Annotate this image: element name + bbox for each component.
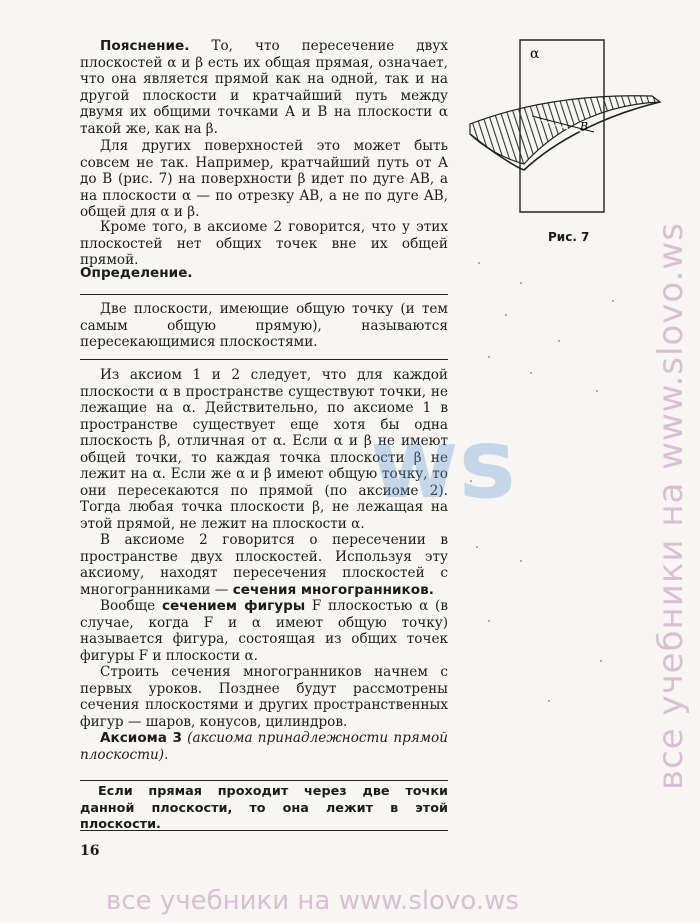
figure-caption: Рис. 7: [548, 230, 590, 244]
term-figure-section: сечением фигуры: [161, 598, 306, 614]
axiom3-title: [80, 730, 448, 763]
explanation-paragraph: [80, 38, 448, 137]
surface-beta: [470, 96, 660, 164]
body-paragraph-3: [80, 598, 448, 664]
body-paragraph-4: Строить сечения многогранников начнем с первых уроков. Позднее будут рассмотрены сечения плоскостями и других пространственных фигур — шаров, конусов, цилиндров.: [80, 664, 448, 730]
body-paragraph-2-text: В аксиоме 2 говорится о пересечении в пространстве двух плоскостей. Используя эту аксиому, находят пересечения плоскостей с многогранниками —: [80, 532, 448, 598]
definition-box: [80, 301, 448, 351]
label-alpha: α: [530, 46, 540, 62]
axiom3-box: [80, 784, 448, 834]
label-b: B: [580, 120, 589, 133]
explanation-text: То, что пересечение двух плоскостей α и β есть их общая прямая, означает, что она является прямой как на одной, так и на другой плоскости и кратчайший путь между двумя их общими точками A и B на плоскости α такой же, как на β.: [80, 38, 448, 137]
divider-bottom-definition: [80, 359, 448, 360]
body-paragraph-1: Из аксиом 1 и 2 следует, что для каждой плоскости α в пространстве существуют точки, не лежащие на α. Действительно, по аксиоме 1 в пространстве существует еще хотя бы одна плоскость β, отличная от α. Если α и β не имеют общей точки, то каждая точка плоскости β не лежит на α. Если же α и β имеют общую точку, то они пересекаются по прямой (по аксиоме 2). Тогда любая точка плоскости β, не лежащая на этой прямой, не лежит на плоскости α.: [80, 367, 448, 532]
axiom2-note-paragraph: [80, 219, 448, 269]
watermark-center: ws: [370, 408, 516, 520]
watermark-bottom: все учебники на www.slovo.ws: [106, 886, 519, 916]
watermark-side: все учебники на www.slovo.ws: [651, 222, 691, 790]
axiom3-label: Аксиома 3: [100, 730, 182, 746]
axiom2-note-text: Кроме того, в аксиоме 2 говорится, что у этих плоскостей нет общих точек вне их общей прямой.: [80, 219, 448, 268]
divider-top-definition: [80, 294, 448, 295]
explanation-label: Пояснение.: [100, 38, 190, 54]
definition-text: Две плоскости, имеющие общую точку (и тем самым общую прямую), называются пересекающимися плоскостями.: [80, 301, 448, 350]
divider-top-axiom: [80, 780, 448, 781]
axiom3-note: (аксиома принадлежности прямой плоскости).: [80, 730, 448, 763]
body-paragraph-3-start: Вообще: [100, 598, 156, 614]
figure-7: [462, 34, 672, 224]
axiom3-text: Если прямая проходит через две точки данной плоскости, то она лежит в этой плоскости.: [80, 784, 448, 832]
definition-heading: Определение.: [80, 265, 193, 281]
body-paragraph-2: [80, 532, 448, 598]
other-surfaces-paragraph: [80, 138, 448, 221]
other-surfaces-text: Для других поверхностей это может быть совсем не так. Например, кратчайший путь от A до B (рис. 7) на поверхности β идет по дуге AB, а на плоскости α — по отрезку AB, а не по дуге AB, общей для α и β.: [80, 138, 448, 220]
page-number: 16: [80, 843, 100, 859]
body-paragraph-3-rest: F плоскостью α (в случае, когда F и α имеют общую точку) называется фигура, состоящая из общих точек фигуры F и плоскости α.: [80, 598, 449, 664]
divider-bottom-axiom: [80, 830, 448, 831]
term-sections: сечения многогранников.: [232, 581, 434, 598]
